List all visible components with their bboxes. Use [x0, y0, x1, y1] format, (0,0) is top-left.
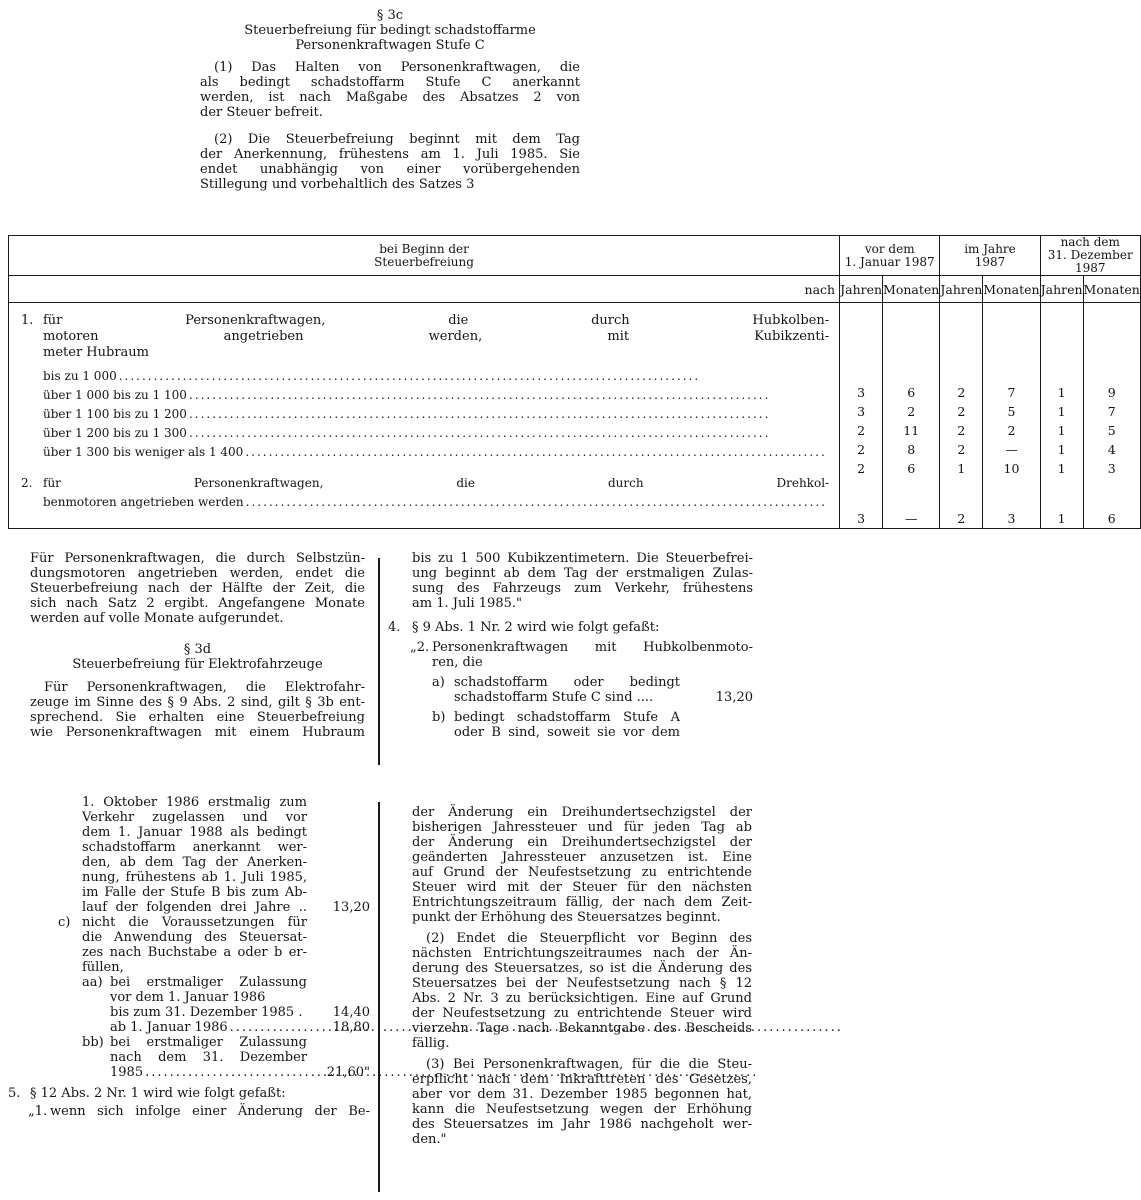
para-line: vor dem 1. Januar 1986 — [110, 990, 266, 1005]
para-line: punkt der Erhöhung des Steuersatzes beginnt. — [412, 910, 721, 925]
cell-value: 5 — [1007, 404, 1016, 419]
para-line: sprechend. Sie erhalten eine Steuerbefreiung — [30, 710, 365, 725]
col-in-1987-monaten — [983, 303, 1040, 529]
cell-value: 2 — [957, 385, 966, 400]
item-5-text: § 12 Abs. 2 Nr. 1 wird wie folgt gefaßt: — [30, 1086, 286, 1101]
para-line: geänderten Jahressteuer anzusetzen ist. Eine — [412, 850, 752, 865]
para-line: dem 1. Januar 1988 als bedingt — [82, 825, 307, 840]
item-number: 4. — [388, 620, 401, 635]
section-3c — [200, 8, 580, 192]
cell-value: — — [1005, 442, 1018, 457]
para-line: werden auf volle Monate aufgerundet. — [30, 611, 284, 626]
cell-value: 3 — [1107, 461, 1116, 476]
cell-value: 3 — [1007, 511, 1016, 526]
para-line: Steuersatzes bei der Neufestsetzung nach § 12 — [412, 976, 752, 991]
cell-value: 11 — [903, 423, 920, 438]
para-line: der Änderung ein Dreihundertsechzigstel der — [412, 805, 752, 820]
para-line: bedingt schadstoffarm Stufe A — [454, 710, 680, 725]
subheader-jahren: Jahren — [840, 276, 883, 303]
row-label-text: über 1 100 bis zu 1 200 — [43, 407, 187, 421]
para-line: schadstoffarm oder bedingt — [454, 675, 680, 690]
bottom-right-column — [412, 805, 752, 1147]
column-divider — [378, 558, 380, 765]
cell-value: 2 — [907, 404, 916, 419]
item-letter: aa) — [82, 975, 103, 990]
cell-value: 1 — [1057, 423, 1066, 438]
para-line: nächsten Entrichtungszeitraumes nach der Än- — [412, 946, 752, 961]
para-line: des Steuersatzes im Jahr 1986 nachgeholt wer- — [412, 1117, 752, 1132]
tax-exemption-table — [8, 235, 1141, 529]
subheader-jahren: Jahren — [1040, 276, 1083, 303]
section-3c-para1-line: werden, ist nach Maßgabe des Absatzes 2 von — [200, 90, 580, 105]
para-line: Entrichtungszeitraum fällig, der nach dem Zeit- — [412, 895, 752, 910]
tax-rate: 13,20 — [715, 690, 753, 705]
section-3c-para1-line: der Steuer befreit. — [200, 105, 323, 120]
middle-left-column — [30, 551, 365, 740]
para-line: Für Personenkraftwagen, die Elektrofahr- — [44, 680, 365, 695]
para-line: sung des Fahrzeugs zum Verkehr, frühestens — [412, 581, 753, 596]
row-label-text: über 1 000 bis zu 1 100 — [43, 388, 187, 402]
para-line: Personenkraftwagen mit Hubkolbenmoto- — [432, 640, 753, 655]
tax-rate: 21,60" — [326, 1065, 370, 1080]
para-line: auf Grund der Neufestsetzung zu entrichtende — [412, 865, 752, 880]
para-line: vierzehn Tage nach Bekanntgabe des Bescheids — [412, 1021, 752, 1036]
row-label-text: über 1 300 bis weniger als 1 400 — [43, 445, 244, 459]
item-number: „1. — [28, 1104, 48, 1119]
item-letter: c) — [58, 915, 71, 930]
para-line: den." — [412, 1132, 447, 1147]
item-letter: b) — [432, 710, 446, 725]
para-line: Verkehr zugelassen und vor — [82, 810, 307, 825]
section-3c-para2-line: Stillegung und vorbehaltlich des Satzes 3 — [200, 177, 475, 192]
tax-rate: 14,40 — [332, 1005, 370, 1020]
header-first-col — [9, 236, 840, 276]
subheader-monaten: Monaten — [1083, 276, 1140, 303]
para-line: Steuerbefreiung nach der Hälfte der Zeit, die — [30, 581, 365, 596]
item-number: 5. — [8, 1086, 21, 1101]
subheader-monaten: Monaten — [983, 276, 1040, 303]
table-subheader-row — [9, 276, 1141, 303]
item-c — [0, 915, 370, 975]
col-after-1987-monaten — [1083, 303, 1140, 529]
cell-value: 2 — [957, 511, 966, 526]
cell-value: 1 — [1057, 385, 1066, 400]
cell-value: 1 — [1057, 442, 1066, 457]
para-line: sich nach Satz 2 ergibt. Angefangene Monate — [30, 596, 365, 611]
section-3d-number: § 3d — [183, 642, 212, 657]
row-label-text: 1985 — [110, 1065, 144, 1080]
table-body-row — [9, 303, 1141, 529]
para-line: zes nach Buchstabe a oder b er- — [82, 945, 307, 960]
para-line: bisherigen Jahressteuer und für jeden Tag ab — [412, 820, 752, 835]
cell-value: 6 — [907, 385, 916, 400]
table-row-label — [43, 424, 829, 443]
para-line: Abs. 2 Nr. 3 zu berücksichtigen. Eine auf Grund — [412, 991, 752, 1006]
para-line: bei erstmaliger Zulassung — [110, 1035, 307, 1050]
cell-value: 2 — [857, 442, 866, 457]
para-line — [110, 1065, 307, 1080]
cell-value: 2 — [957, 404, 966, 419]
nach-label: nach — [9, 276, 840, 303]
header-text: 1. Januar 1987 — [844, 254, 935, 269]
section-3c-number: § 3c — [376, 8, 404, 23]
cell-value: 3 — [857, 404, 866, 419]
para-line: Für Personenkraftwagen, die durch Selbstzün- — [30, 551, 365, 566]
item-letter: a) — [432, 675, 445, 690]
para-line: (2) Endet die Steuerpflicht vor Beginn des — [426, 931, 752, 946]
para-line: füllen, — [82, 960, 124, 975]
item-2-line: für Personenkraftwagen, die durch Drehkol- — [43, 476, 830, 490]
item-letter: bb) — [82, 1035, 104, 1050]
row-label-text: benmotoren angetrieben werden — [43, 495, 244, 509]
cell-value: 4 — [1107, 442, 1116, 457]
section-3c-para1-line: (1) Das Halten von Personenkraftwagen, die — [214, 60, 580, 75]
header-text: Steuerbefreiung — [374, 254, 474, 269]
cell-value: 3 — [857, 511, 866, 526]
row-label-text: ab 1. Januar 1986 — [110, 1020, 228, 1035]
section-3c-para2-line: der Anerkennung, frühestens am 1. Juli 1985. Sie — [200, 147, 580, 162]
header-text: bei Beginn der — [379, 241, 469, 256]
col-before-1987-monaten — [883, 303, 940, 529]
cell-value: 2 — [957, 442, 966, 457]
table-header-row — [9, 236, 1141, 276]
column-divider — [378, 802, 380, 1192]
para-line: lauf der folgenden drei Jahre .. — [82, 900, 307, 915]
subheader-monaten: Monaten — [883, 276, 940, 303]
item-4a — [388, 675, 753, 705]
item-bb — [0, 1035, 370, 1080]
col-in-1987-jahren — [940, 303, 983, 529]
table-row-label — [43, 386, 829, 405]
cell-value: 1 — [1057, 511, 1066, 526]
para-line: der Neufestsetzung zu entrichtende Steuer wird — [412, 1006, 752, 1021]
cell-value: 6 — [907, 461, 916, 476]
section-3c-para2-line: (2) Die Steuerbefreiung beginnt mit dem Tag — [214, 132, 580, 147]
para-line: zeuge im Sinne des § 9 Abs. 2 sind, gilt § 3b ent- — [30, 695, 365, 710]
cell-value: 1 — [957, 461, 966, 476]
header-text: nach dem — [1060, 235, 1120, 249]
para-line: fällig. — [412, 1036, 450, 1051]
para-line: derung des Steuersatzes, so ist die Änderung des — [412, 961, 752, 976]
col-before-1987-jahren — [840, 303, 883, 529]
cell-value: 7 — [1107, 404, 1116, 419]
item-1 — [21, 313, 829, 361]
section-3c-para1-line: als bedingt schadstoffarm Stufe C anerkannt — [200, 75, 580, 90]
tax-rate: 13,20 — [332, 900, 370, 915]
row-label-text: bis zu 1 000 — [43, 369, 117, 383]
table-row-label — [43, 405, 829, 424]
para-line: 1. Oktober 1986 erstmalig zum — [82, 795, 307, 810]
item-5-sub — [0, 1104, 370, 1119]
cell-value: 10 — [1003, 461, 1020, 476]
para-line: dungsmotoren angetrieben werden, endet die — [30, 566, 365, 581]
item-number: 2. — [21, 476, 33, 490]
para-line: im Falle der Stufe B bis zum Ab- — [82, 885, 307, 900]
para-line: oder B sind, soweit sie vor dem — [454, 725, 680, 740]
cell-value: 2 — [957, 423, 966, 438]
item-1-line: für Personenkraftwagen, die durch Hubkolben- — [43, 313, 830, 328]
cell-value: 1 — [1057, 461, 1066, 476]
cell-value: — — [904, 511, 918, 526]
para-line: ren, die — [432, 655, 483, 670]
item-1-line: motoren angetrieben werden, mit Kubikzenti- — [43, 329, 830, 344]
para-line: schadstoffarm Stufe C sind .... — [454, 690, 654, 705]
item-2-line — [43, 493, 829, 512]
para-line: kann die Neufestsetzung wegen der Erhöhung — [412, 1102, 752, 1117]
section-3c-title-line: Steuerbefreiung für bedingt schadstoffarme — [244, 23, 536, 38]
subheader-jahren: Jahren — [940, 276, 983, 303]
para-line: schadstoffarm anerkannt wer- — [82, 840, 307, 855]
para-line: den, ab dem Tag der Anerken- — [82, 855, 307, 870]
table-row-label — [43, 367, 829, 386]
item-1-line: meter Hubraum — [43, 345, 149, 360]
para-line: bei erstmaliger Zulassung — [110, 975, 307, 990]
col-after-1987-jahren — [1040, 303, 1083, 529]
item-b-continued — [0, 795, 370, 915]
section-3c-para2-line: endet unabhängig von einer vorübergehenden — [200, 162, 580, 177]
cell-value: 3 — [857, 385, 866, 400]
cell-value: 8 — [907, 442, 916, 457]
middle-right-column — [388, 551, 753, 740]
section-3d-title: Steuerbefreiung für Elektrofahrzeuge — [72, 657, 323, 672]
header-group-in-1987 — [940, 236, 1040, 276]
bottom-left-column — [0, 795, 370, 1119]
tax-rate: 18,80 — [332, 1020, 370, 1035]
item-5 — [0, 1086, 370, 1101]
cell-value: 7 — [1007, 385, 1016, 400]
item-2 — [21, 474, 829, 512]
item-number: 1. — [21, 313, 34, 328]
item-aa — [0, 975, 370, 1035]
para-line: wenn sich infolge einer Änderung der Be- — [50, 1104, 370, 1119]
table-labels-cell — [9, 303, 840, 529]
item-4 — [388, 620, 753, 635]
item-4-sub — [388, 640, 753, 670]
header-text: im Jahre — [964, 241, 1016, 256]
para-line: Steuer wird mit der Steuer für den nächsten — [412, 880, 752, 895]
table-row-label — [43, 443, 829, 462]
item-4b — [388, 710, 753, 740]
cell-value: 6 — [1107, 511, 1116, 526]
section-3c-title-line: Personenkraftwagen Stufe C — [295, 38, 485, 53]
para-line: die Anwendung des Steuersat- — [82, 930, 307, 945]
para-line: (3) Bei Personenkraftwagen, für die die Steu- — [426, 1057, 752, 1072]
cell-value: 2 — [857, 461, 866, 476]
para-line: bis zu 1 500 Kubikzentimetern. Die Steuerbefrei- — [412, 551, 753, 566]
para-line: nicht die Voraussetzungen für — [82, 915, 307, 930]
header-text: 1987 — [974, 254, 1006, 269]
header-group-before-1987 — [840, 236, 940, 276]
header-text: 31. Dezember 1987 — [1047, 248, 1133, 275]
item-4-text: § 9 Abs. 1 Nr. 2 wird wie folgt gefaßt: — [412, 620, 660, 635]
cell-value: 1 — [1057, 404, 1066, 419]
cell-value: 2 — [857, 423, 866, 438]
item-number: „2. — [410, 640, 430, 655]
para-line: nung, frühestens ab 1. Juli 1985, — [82, 870, 307, 885]
para-line: ung beginnt ab dem Tag der erstmaligen Zulas- — [412, 566, 753, 581]
row-label-text: über 1 200 bis zu 1 300 — [43, 426, 187, 440]
para-line: aber vor dem 31. Dezember 1985 begonnen hat, — [412, 1087, 752, 1102]
para-line: wie Personenkraftwagen mit einem Hubraum — [30, 725, 365, 740]
para-line: nach dem 31. Dezember — [110, 1050, 307, 1065]
para-line: bis zum 31. Dezember 1985 . — [110, 1005, 303, 1020]
para-line: am 1. Juli 1985." — [412, 596, 522, 611]
para-line: erpflicht nach dem Inkrafttreten des Gesetzes, — [412, 1072, 752, 1087]
para-line: der Änderung ein Dreihundertsechzigstel der — [412, 835, 752, 850]
para-line — [110, 1020, 307, 1035]
cell-value: 9 — [1107, 385, 1116, 400]
header-text: vor dem — [864, 241, 915, 256]
cell-value: 2 — [1007, 423, 1016, 438]
header-group-after-1987 — [1040, 236, 1140, 276]
cell-value: 5 — [1107, 423, 1116, 438]
